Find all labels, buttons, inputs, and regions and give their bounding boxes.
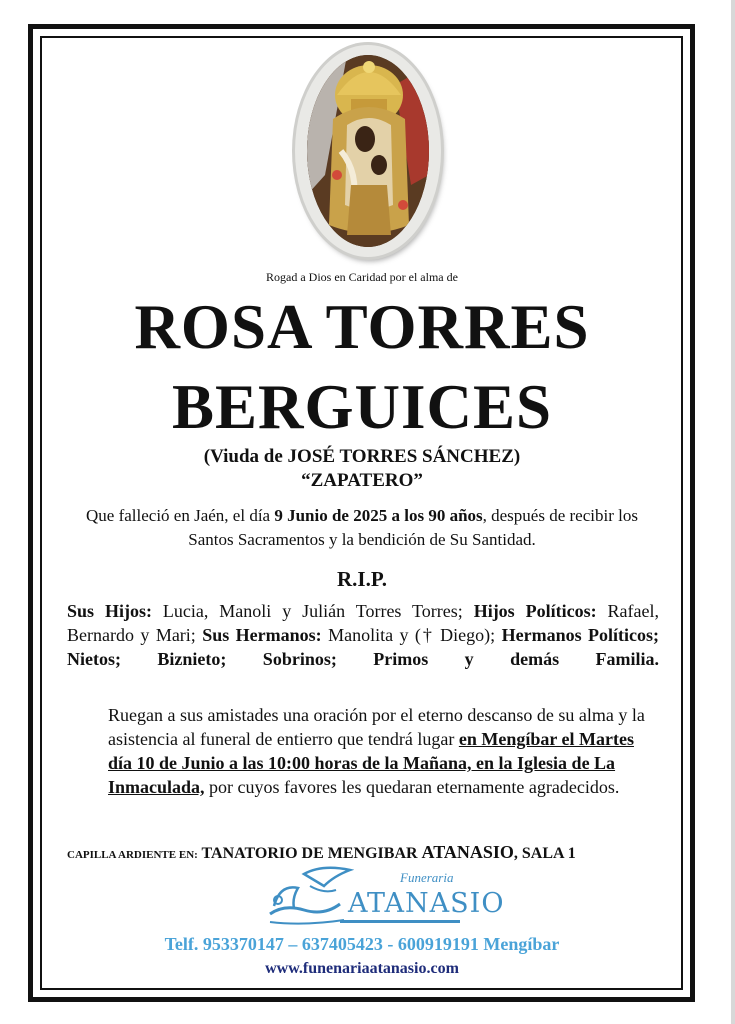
virgin-image xyxy=(307,55,429,247)
hermanos-label: Sus Hermanos: xyxy=(202,625,322,645)
portrait-frame xyxy=(295,45,441,257)
chapel-sala: , SALA 1 xyxy=(513,845,576,862)
obituary-card xyxy=(62,42,662,982)
hijos-names: Lucia, Manoli y Julián Torres Torres; xyxy=(151,601,474,621)
family-list xyxy=(67,599,659,671)
chapel-label: CAPILLA ARDIENTE EN: xyxy=(67,849,198,861)
nickname: “ZAPATERO” xyxy=(301,470,423,491)
politicos-label: Hijos Políticos: xyxy=(473,601,597,621)
logo-underline xyxy=(340,920,460,923)
hijos-label: Sus Hijos: xyxy=(67,601,152,621)
death-date: 9 Junio de 2025 a los 90 años xyxy=(274,506,483,525)
ruegan-text-a: Ruegan a sus amistades una oración por el eterno descanso de su alma y la asistencia al funeral de entierro que tendrá lugar xyxy=(108,705,645,749)
death-notice xyxy=(62,504,662,552)
other-family: Hermanos Políticos; Nietos; Biznieto; Sobrinos; Primos y demás Familia. xyxy=(67,625,659,669)
deceased-name-line2: BERGUICES xyxy=(171,372,553,442)
website-link[interactable]: www.funenariaatanasio.com xyxy=(265,960,459,977)
logo-funeraria-text: Funeraria xyxy=(400,870,454,885)
chapel-info xyxy=(67,842,667,863)
intro-line: Rogad a Dios en Caridad por el alma de xyxy=(266,270,458,284)
death-text-b: , después de recibir los Santos Sacramentos y la bendición de Su Santidad. xyxy=(188,506,638,549)
widow-of: (Viuda de JOSÉ TORRES SÁNCHEZ) xyxy=(203,446,521,467)
ruegan-text-b: por cuyos favores les quedaran eternamente agradecidos. xyxy=(204,777,620,797)
chapel-brand: ATANASIO xyxy=(421,842,514,862)
phone-numbers: Telf. 953370147 – 637405423 - 600919191 Mengíbar xyxy=(164,934,560,954)
logo-atanasio-text: ATANASIO xyxy=(348,888,505,919)
virgin-illustration xyxy=(307,55,429,247)
hermanos-names: Manolita y († Diego); xyxy=(321,625,502,645)
politicos-names: Rafael, Bernardo y Mari; xyxy=(67,601,660,645)
funeral-request xyxy=(108,703,654,799)
page-edge xyxy=(731,0,735,1024)
death-text-a: Que falleció en Jaén, el día xyxy=(86,506,275,525)
funeral-details: en Mengíbar el Martes día 10 de Junio a las 10:00 horas de la Mañana, en la Iglesia de La Inmaculada, xyxy=(108,729,634,797)
chapel-place: TANATORIO DE MENGIBAR xyxy=(197,845,422,862)
rip-heading: R.I.P. xyxy=(337,567,387,591)
deceased-name-line1: ROSA TORRES xyxy=(134,292,590,362)
funeraria-logo xyxy=(264,864,505,934)
